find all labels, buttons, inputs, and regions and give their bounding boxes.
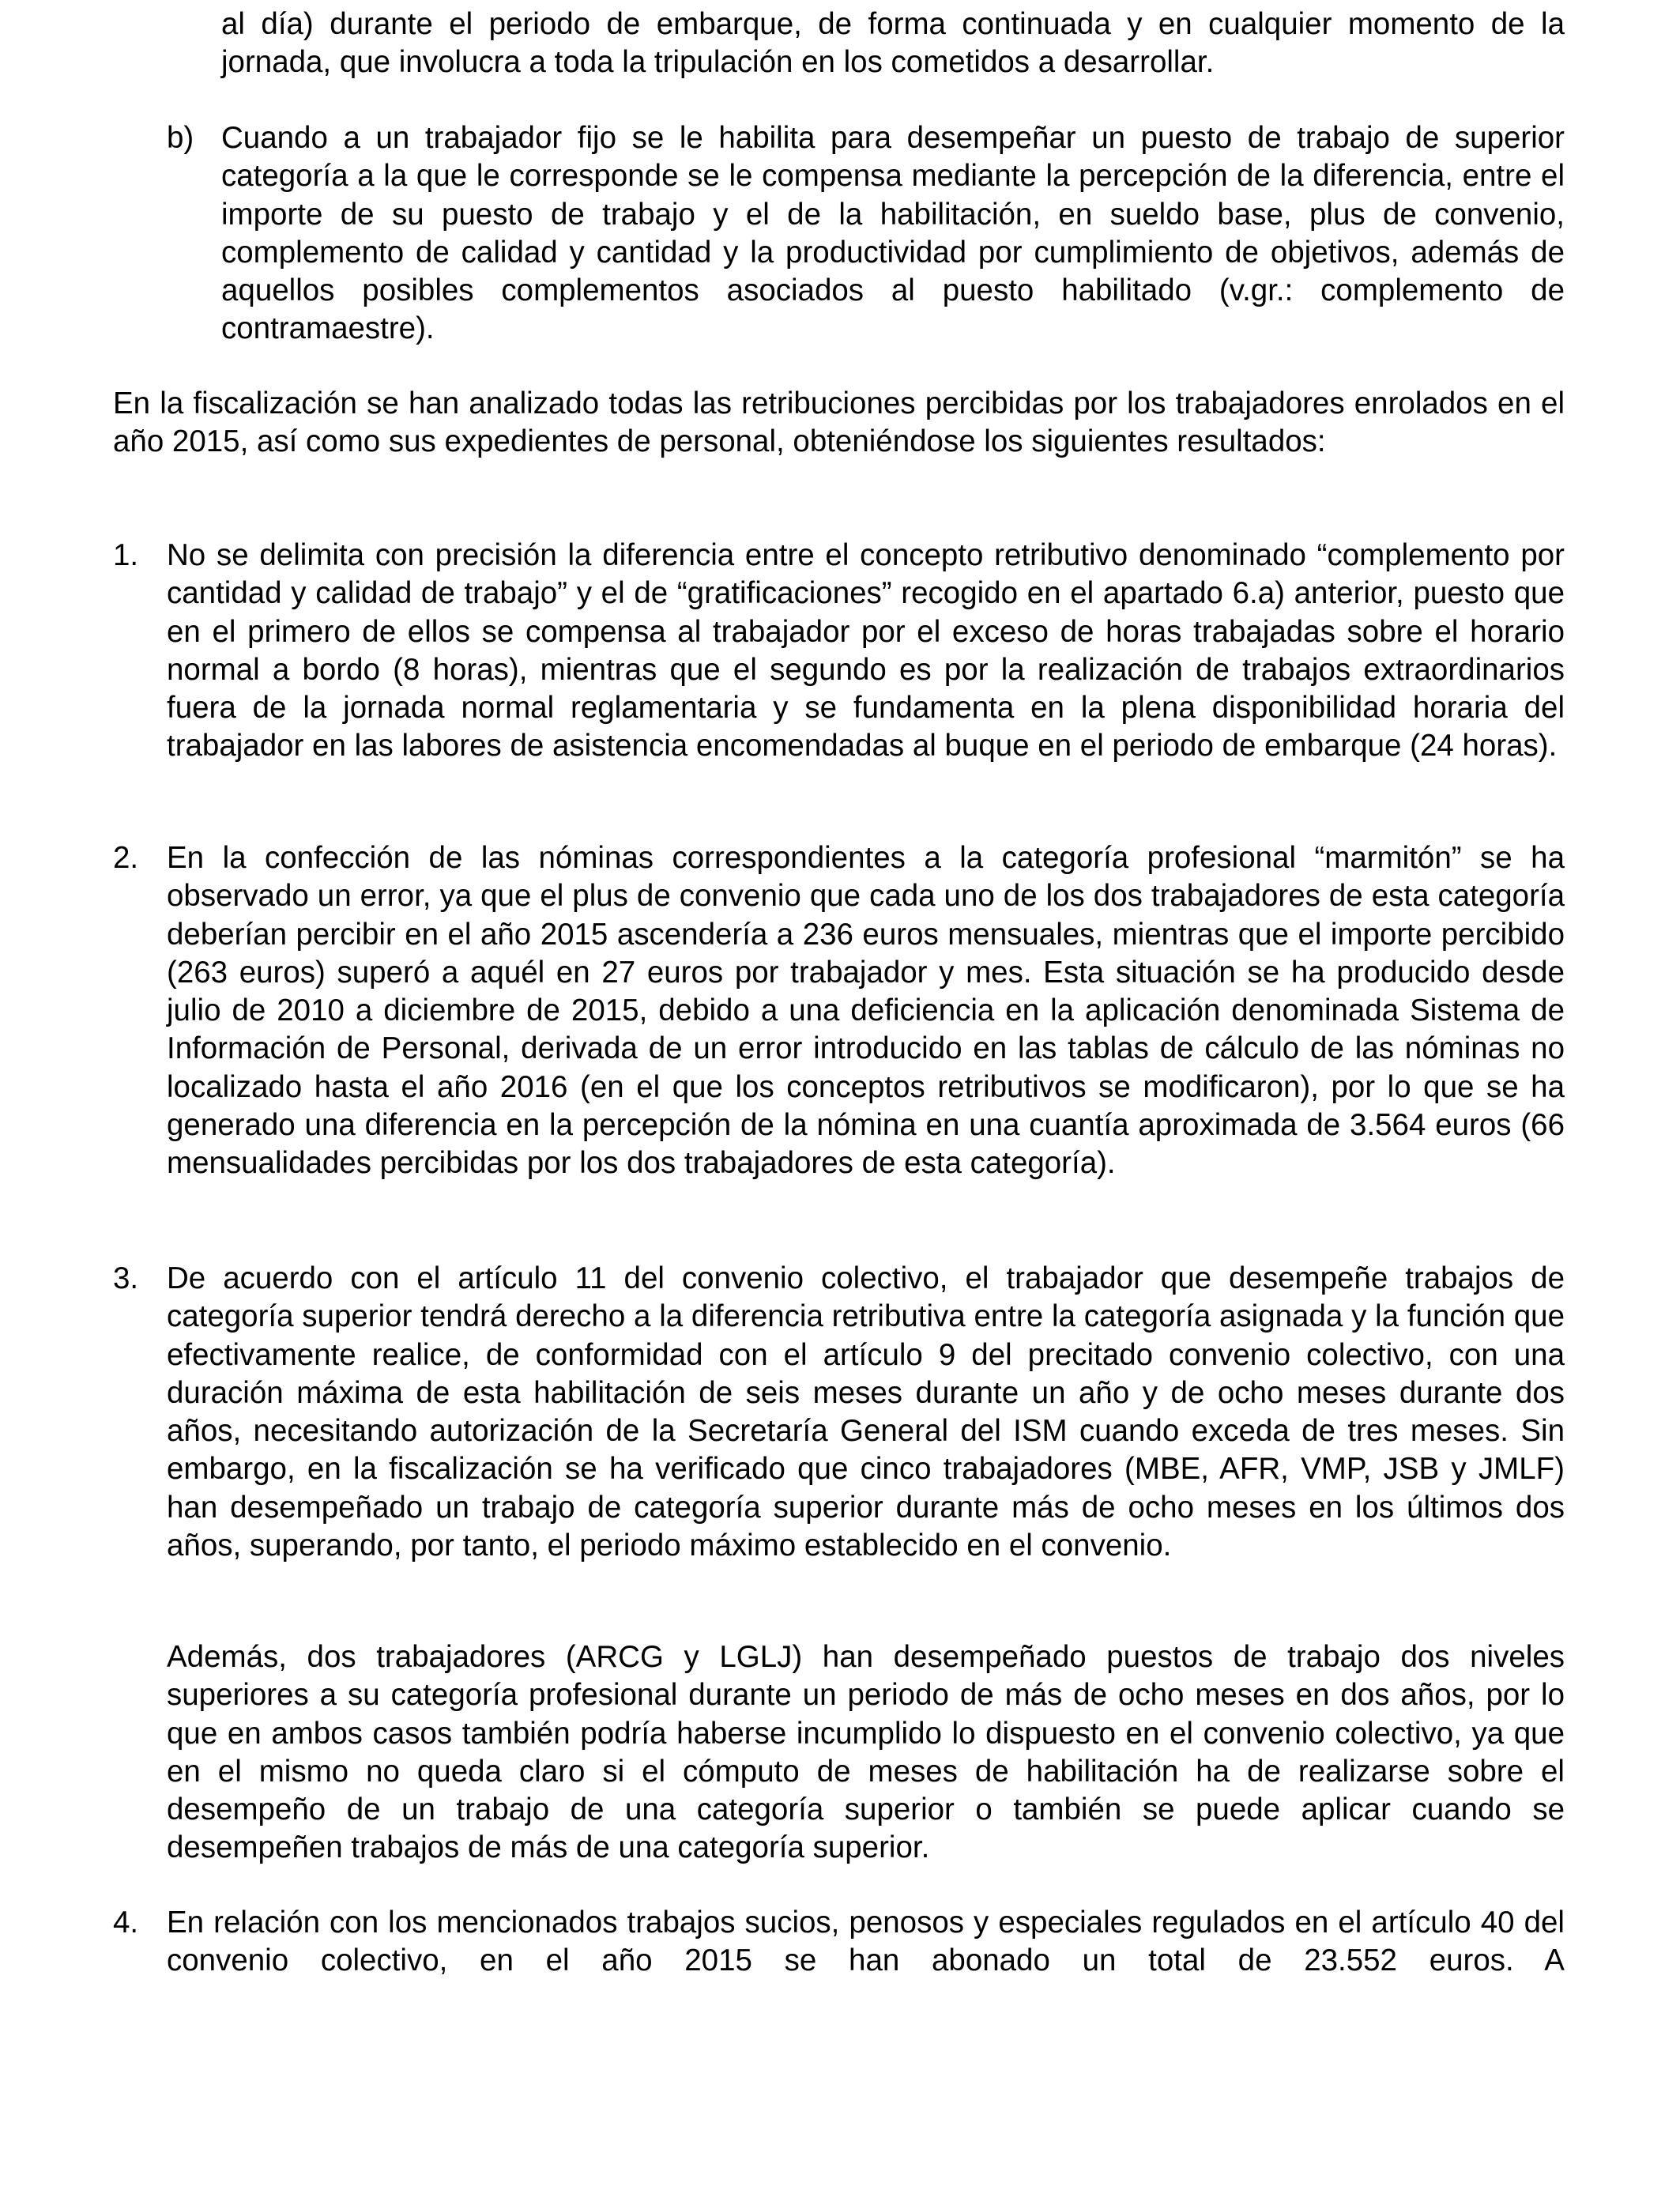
finding-1-number: 1. <box>113 538 139 572</box>
finding-4-paragraph: En relación con los mencionados trabajos sucios, penosos y especiales regulados en el artículo 40 del convenio colectivo, en el año 2015 se han abonado un total de 23.552 euros. A <box>167 1906 1565 1978</box>
intro-paragraph: En la fiscalización se han analizado todas las retribuciones percibidas por los trabajadores enrolados en el año 2015, así como sus expedientes de personal, obteniéndose los siguientes resultados: <box>113 386 1565 459</box>
finding-3-paragraph: De acuerdo con el artículo 11 del convenio colectivo, el trabajador que desempeñe trabajos de categoría superior tendrá derecho a la diferencia retributiva entre la categoría asignada y la función que efectivamente realice, de conformidad con el artículo 9 del precitado convenio colectivo, con una duración máxima de esta habilitación de seis meses durante un año y de ocho meses durante dos años, necesitando autorización de la Secretaría General del ISM cuando exceda de tres meses. Sin embargo, en la fiscalización se ha verificado que cinco trabajadores (MBE, AFR, VMP, JSB y JMLF) han desempeñado un trabajo de categoría superior durante más de ocho meses en los últimos dos años, superando, por tanto, el periodo máximo establecido en el convenio. <box>167 1261 1565 1563</box>
finding-2-paragraph: En la confección de las nóminas correspondientes a la categoría profesional “marmitón” se ha observado un error, ya que el plus de convenio que cada uno de los dos trabajadores de esta categoría deberían percibir en el año 2015 ascendería a 236 euros mensuales, mientras que el importe percibido (263 euros) superó a aquél en 27 euros por trabajador y mes. Esta situación se ha producido desde julio de 2010 a diciembre de 2015, debido a una deficiencia en la aplicación denominada Sistema de Información de Personal, derivada de un error introducido en las tablas de cálculo de las nóminas no localizado hasta el año 2016 (en el que los conceptos retributivos se modificaron), por lo que se ha generado una diferencia en la percepción de la nómina en una cuantía aproximada de 3.564 euros (66 mensualidades percibidas por los dos trabajadores de esta categoría). <box>167 841 1565 1181</box>
finding-4-number: 4. <box>113 1906 139 1940</box>
finding-2-number: 2. <box>113 841 139 875</box>
continuation-paragraph: al día) durante el periodo de embarque, de forma continuada y en cualquier momento de la jornada, que involucra a toda la tripulación en los cometidos a desarrollar. <box>221 7 1565 80</box>
finding-3-paragraph-2: Además, dos trabajadores (ARCG y LGLJ) han desempeñado puestos de trabajo dos niveles superiores a su categoría profesional durante un periodo de más de ocho meses en dos años, por lo que en ambos casos también podría haberse incumplido lo dispuesto en el convenio colectivo, ya que en el mismo no queda claro si el cómputo de meses de habilitación ha de realizarse sobre el desempeño de un trabajo de una categoría superior o también se puede aplicar cuando se desempeñen trabajos de más de una categoría superior. <box>167 1640 1565 1865</box>
finding-3-number: 3. <box>113 1261 139 1295</box>
item-b-paragraph: Cuando a un trabajador fijo se le habilita para desempeñar un puesto de trabajo de superior categoría a la que le corresponde se le compensa mediante la percepción de la diferencia, entre el importe de su puesto de trabajo y el de la habilitación, en sueldo base, plus de convenio, complemento de calidad y cantidad y la productividad por cumplimiento de objetivos, además de aquellos posibles complementos asociados al puesto habilitado (v.gr.: complemento de contramaestre). <box>221 121 1565 346</box>
list-marker-b: b) <box>167 121 194 155</box>
finding-1-paragraph: No se delimita con precisión la diferencia entre el concepto retributivo denominado “complemento por cantidad y calidad de trabajo” y el de “gratificaciones” recogido en el apartado 6.a) anterior, puesto que en el primero de ellos se compensa al trabajador por el exceso de horas trabajadas sobre el horario normal a bordo (8 horas), mientras que el segundo es por la realización de trabajos extraordinarios fuera de la jornada normal reglamentaria y se fundamenta en la plena disponibilidad horaria del trabajador en las labores de asistencia encomendadas al buque en el periodo de embarque (24 horas). <box>167 538 1565 763</box>
